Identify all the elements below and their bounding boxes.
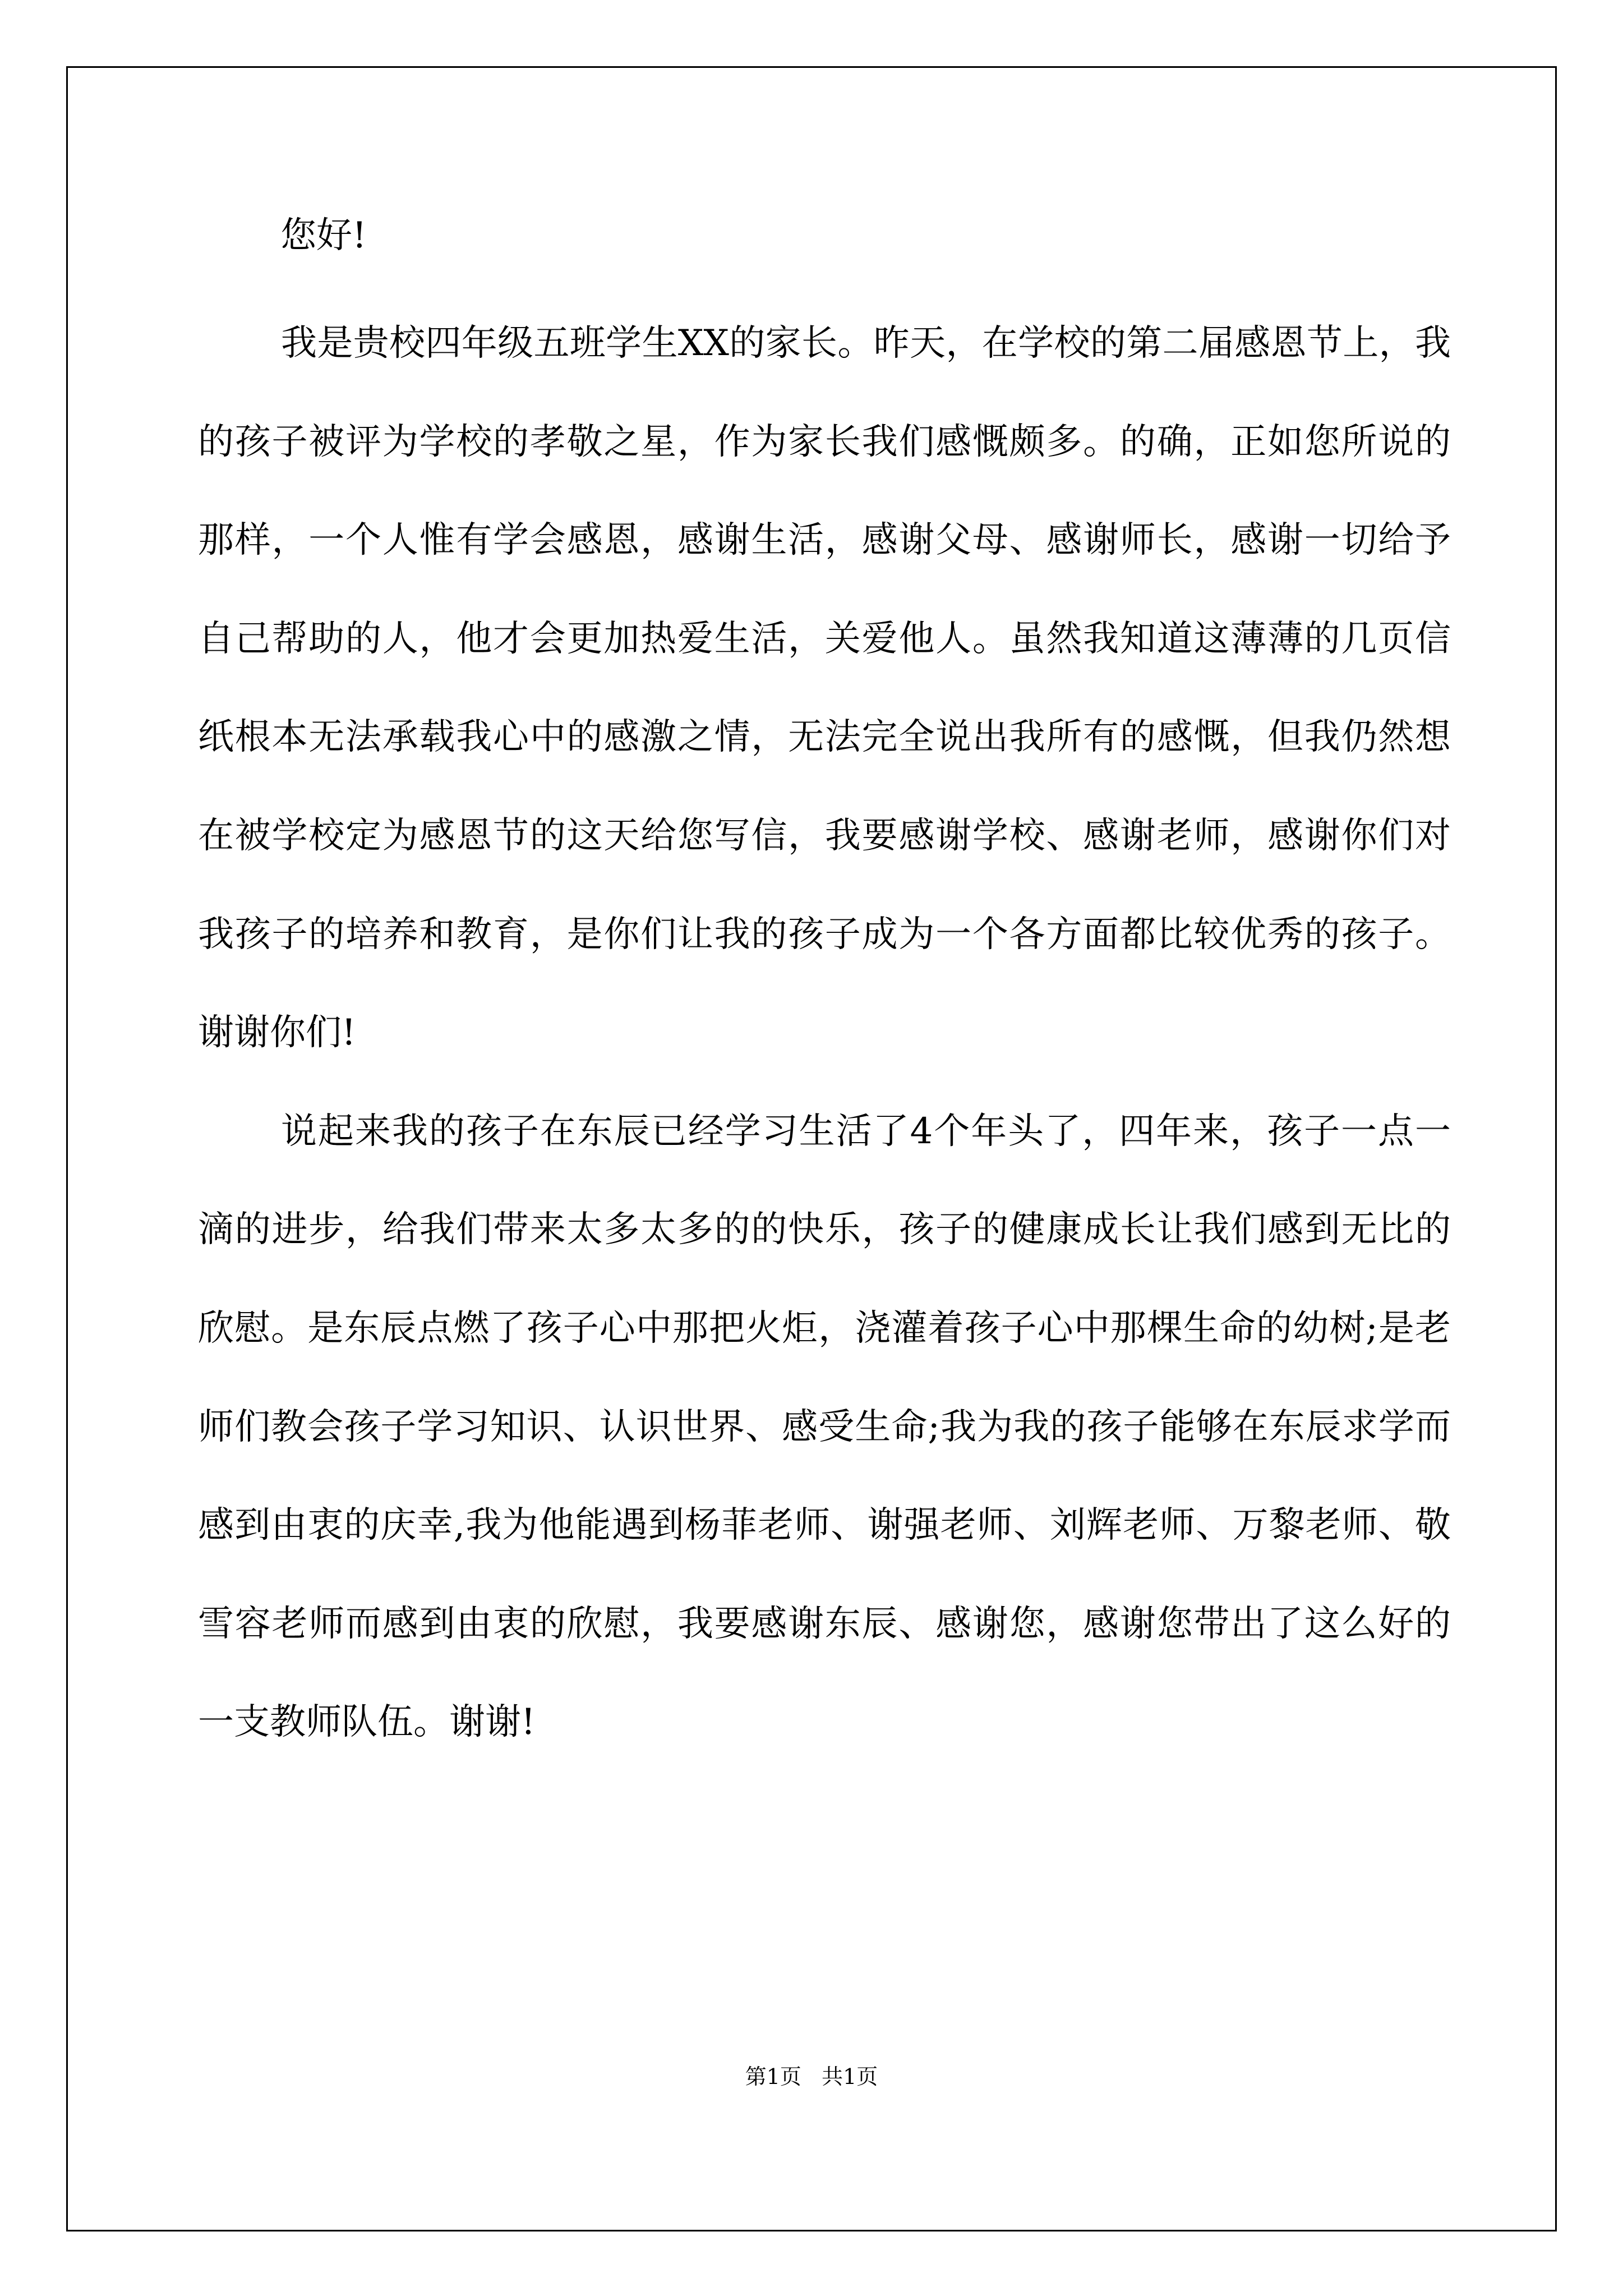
page-number-footer: 第1页 共1页: [745, 2064, 878, 2089]
letter-body: [198, 295, 1451, 1772]
paragraph-2: 说起来我的孩子在东辰已经学习生活了4个年头了，四年来，孩子一点一滴的进步，给我们带来太多太多的的快乐，孩子的健康成长让我们感到无比的欣慰。是东辰点燃了孩子心中那把火炬，浇灌着孩子心中那棵生命的幼树;是老师们教会孩子学习知识、认识世界、感受生命;我为我的孩子能够在东辰求学而感到由衷的庆幸,我为他能遇到杨菲老师、谢强老师、刘辉老师、万黎老师、敬雪容老师而感到由衷的欣慰，我要感谢东辰、感谢您，感谢您带出了这么好的一支教师队伍。谢谢!: [198, 1110, 1451, 1743]
salutation: 您好!: [280, 215, 367, 256]
paragraph-1: 我是贵校四年级五班学生XX的家长。昨天，在学校的第二届感恩节上，我的孩子被评为学校的孝敬之星，作为家长我们感慨颇多。的确，正如您所说的那样，一个人惟有学会感恩，感谢生活，感谢父母、感谢师长，感谢一切给予自己帮助的人，他才会更加热爱生活，关爱他人。虽然我知道这薄薄的几页信纸根本无法承载我心中的感激之情，无法完全说出我所有的感慨，但我仍然想在被学校定为感恩节的这天给您写信，我要感谢学校、感谢老师，感谢你们对我孩子的培养和教育，是你们让我的孩子成为一个各方面都比较优秀的孩子。谢谢你们!: [198, 323, 1451, 1054]
